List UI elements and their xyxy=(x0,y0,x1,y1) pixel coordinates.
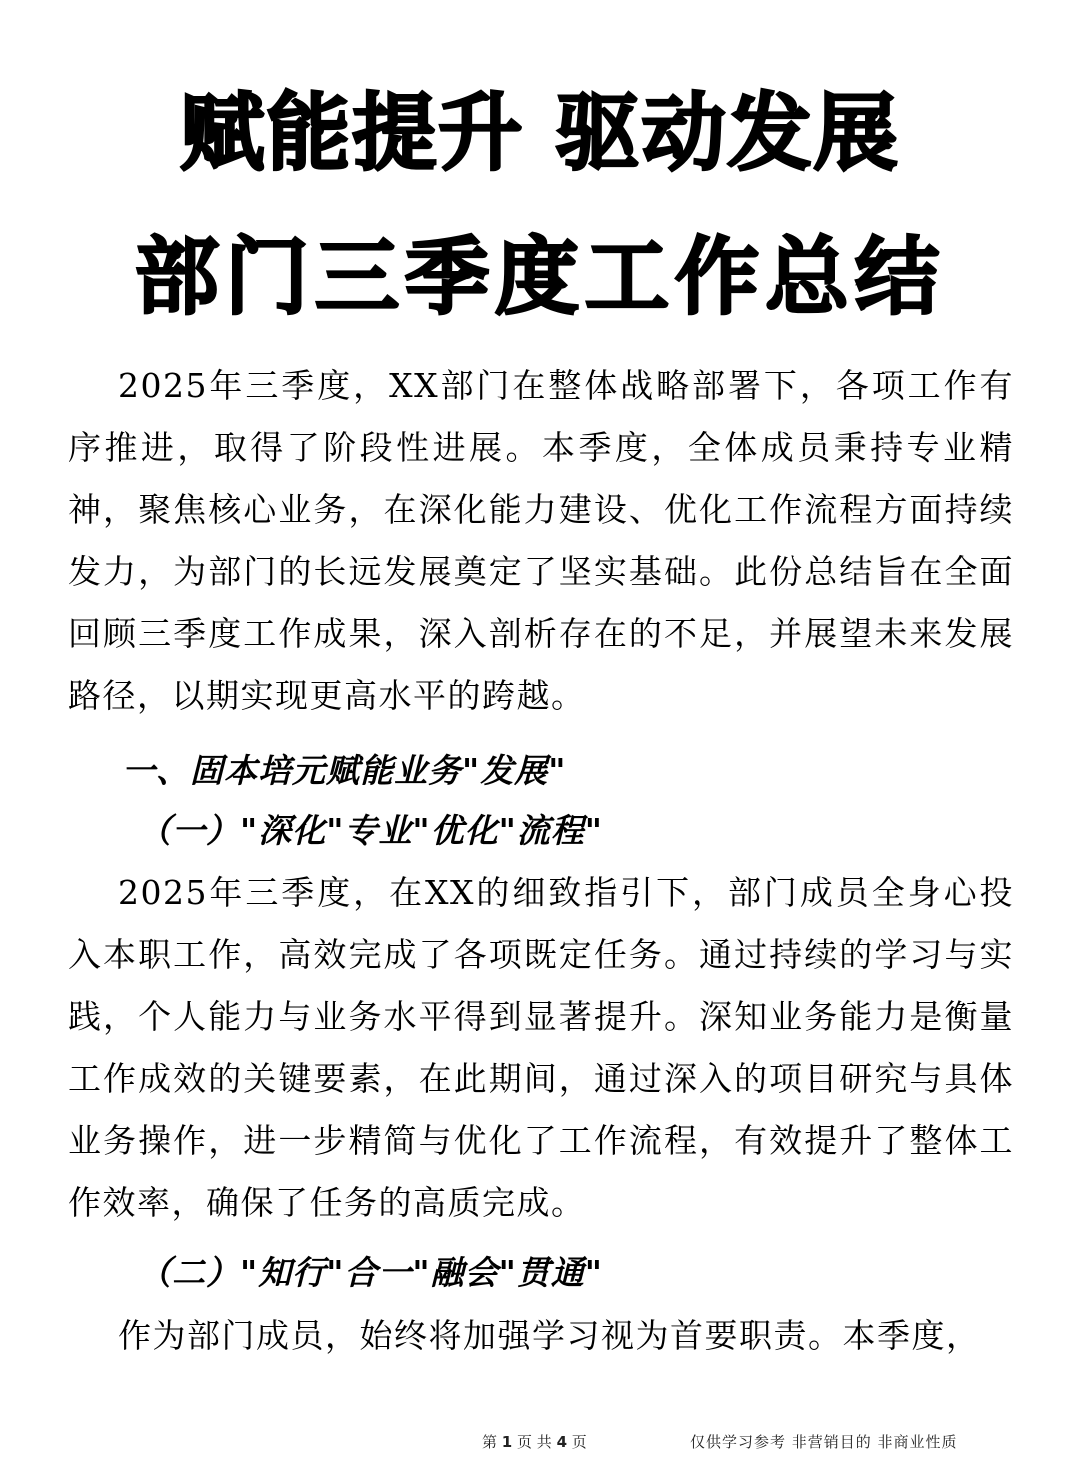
subsection-paragraph-1-2: 作为部门成员，始终将加强学习视为首要职责。本季度， xyxy=(118,1316,981,1355)
page-current: 1 xyxy=(501,1433,513,1451)
section-heading-1: 一、固本培元赋能业务"发展" xyxy=(122,751,567,790)
page-total: 4 xyxy=(556,1433,568,1451)
subsection-heading-1-1: （一）"深化"专业"优化"流程" xyxy=(138,811,603,850)
page-suffix: 页 xyxy=(571,1433,587,1451)
page-middle: 页 共 xyxy=(517,1433,552,1451)
footer-disclaimer: 仅供学习参考 非营销目的 非商业性质 xyxy=(690,1433,958,1451)
page-prefix: 第 xyxy=(482,1433,498,1451)
page-number xyxy=(482,1431,587,1453)
intro-paragraph: 2025年三季度，XX部门在整体战略部署下，各项工作有序推进，取得了阶段性进展。本季度，全体成员秉持专业精神，聚焦核心业务，在深化能力建设、优化工作流程方面持续发力，为部门的长远发展奠定了坚实基础。此份总结旨在全面回顾三季度工作成果，深入剖析存在的不足，并展望未来发展路径，以期实现更高水平的跨越。 xyxy=(68,366,1014,715)
document-title-line-2: 部门三季度工作总结 xyxy=(134,228,945,326)
document-title-line-1: 赋能提升 驱动发展 xyxy=(180,84,900,182)
subsection-paragraph-1-1: 2025年三季度，在XX的细致指引下，部门成员全身心投入本职工作，高效完成了各项既定任务。通过持续的学习与实践，个人能力与业务水平得到显著提升。深知业务能力是衡量工作成效的关键要素，在此期间，通过深入的项目研究与具体业务操作，进一步精简与优化了工作流程，有效提升了整体工作效率，确保了任务的高质完成。 xyxy=(68,873,1014,1222)
subsection-heading-1-2: （二）"知行"合一"融会"贯通" xyxy=(138,1253,603,1292)
